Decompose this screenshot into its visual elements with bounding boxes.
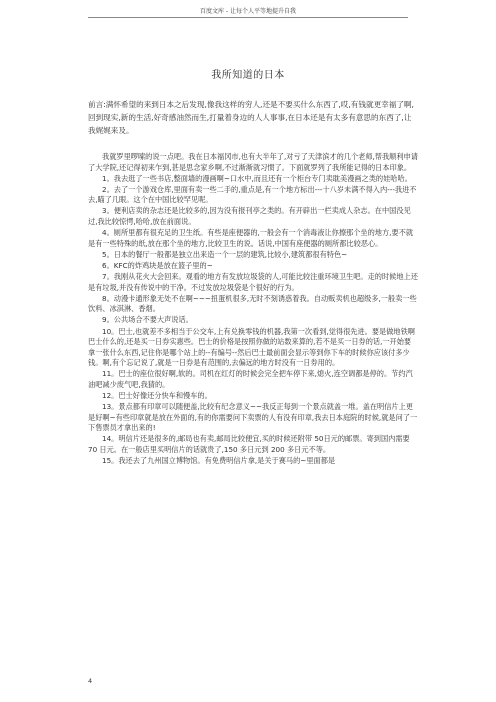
list-item-8: 8。动漫卡通形象无处不在啊~~~扭蛋机很多,无时不刻诱惑着我。自动贩卖机也超级多,一般卖一些饮料、冰淇淋、香烟。 [88,293,417,314]
list-item-15: 15。我还去了九州国立博物馆。有免费明信片拿,是关于赛马的~里面都是 [102,456,336,466]
list-item-4: 4。厕所里都有很充足的卫生纸。有些是座便器的,一般会有一个消毒液让你擦那个坐的地方,要不就是有一些特殊的纸,放在那个坐的地方,比较卫生的说。话说,中国有座便器的厕所都比较恶心。 [88,228,414,248]
list-item-9: 9。公共场合不要大声说话。 [102,315,193,325]
list-item-11: 11。巴士的座位很好啊,软的。司机在红灯的时候会完全把车停下来,熄火,连空调都是停的。节约汽油吧减少废气吧,我猜的。 [88,369,413,389]
list-item-6: 6。KFC的炸鸡块是放在篮子里的~ [102,260,213,270]
preface-paragraph: 前言:满怀希望的来到日本之后发现,像我这样的穷人,还是不要买什么东西了,哎,有钱就更幸福了啊,回到现实,新的生活,好奇感油然而生,打量着身边的人人事事,在日本还是有太多有意思的东西了,让我娓娓来及。 [88,100,414,136]
body-text [88,152,418,467]
header-rule [88,17,408,18]
paragraph-intro: 我就罗里啰嗦的说一点吧。我在日本福冈市,也有大半年了,对亏了天津滨才的几个老师,帮我顺利申请了大学院,还记得初来乍到,甚是思念家乡啊,不过渐渐就习惯了。下面就罗列了我所能记得的日本印象。 [88,152,418,172]
list-item-2: 2。去了一个游戏仓库,里面有卖一些二手的,重点是,有一个地方标出---十八岁未满不得入内---我进不去,瞄了几眼。这个在中国比较罕见呢。 [88,184,417,205]
list-item-13: 13。景点都有印章可以随便盖,比较有纪念意义~~我反正每到一个景点就盖一堆。盖在明信片上更是好啊~有些印章就是放在外面的,有的你需要问下卖票的人有没有印章,我去日本庭院的时候,就是问了一下售票员才拿出来的! [88,402,418,433]
list-item-10: 10。巴士,也就差不多相当于公交车,上有兑换零钱的机器,我第一次看到,觉得很先进。要是做地铁啊巴士什么的,还是买一日券实惠些。巴士的价格是按照你做的站数来算的,若不是买一日券的话,一开始要拿一张什么东西,记住你是哪个站上的--有编号--然后巴士最前面会显示等到你下车的时候你应该付多少钱。啊,有个忘记说了,就是一日券是有范围的,去偏远的地方时没有一日券用的。 [88,326,415,368]
list-item-3: 3。便利店卖的杂志还是比较多的,因为没有报刊亭之类的。有开辟出一栏卖成人杂志。在中国没见过,我比较惊愕,哈哈,放在前面说。 [88,206,411,227]
list-item-14: 14。明信片还是很多的,邮局也有卖,邮局比较便宜,买的时候还附带 50日元的邮票。寄到国内需要 70 日元。在一般店里买明信片的话就贵了,150 多日元到 200 多日元不等。 [88,434,410,455]
page-title: 我所知道的日本 [211,70,285,81]
list-item-12: 12。巴士好像还分快车和慢车的。 [102,391,212,401]
page-header: 百度文库 - 让每个人平等地提升自我 [200,8,296,15]
list-item-7: 7。我刚从花火大会回来。观看的地方有发放垃圾袋的人,可能比较注重环境卫生吧。走的时候地上还是有垃圾,并没有传说中的干净。不过发放垃圾袋是个很好的行为。 [88,272,418,292]
page-number: 4 [88,677,93,685]
list-item-5: 5。日本的餐厅一般都是独立出来造一个一层的建筑,比较小,建筑都很有特色~ [102,249,348,259]
list-item-1: 1。我去逛了一些书店,整面墙的漫画啊~口水中,而且还有一个柜台专门卖耽美漫画之类的娃哈哈。 [102,173,412,183]
